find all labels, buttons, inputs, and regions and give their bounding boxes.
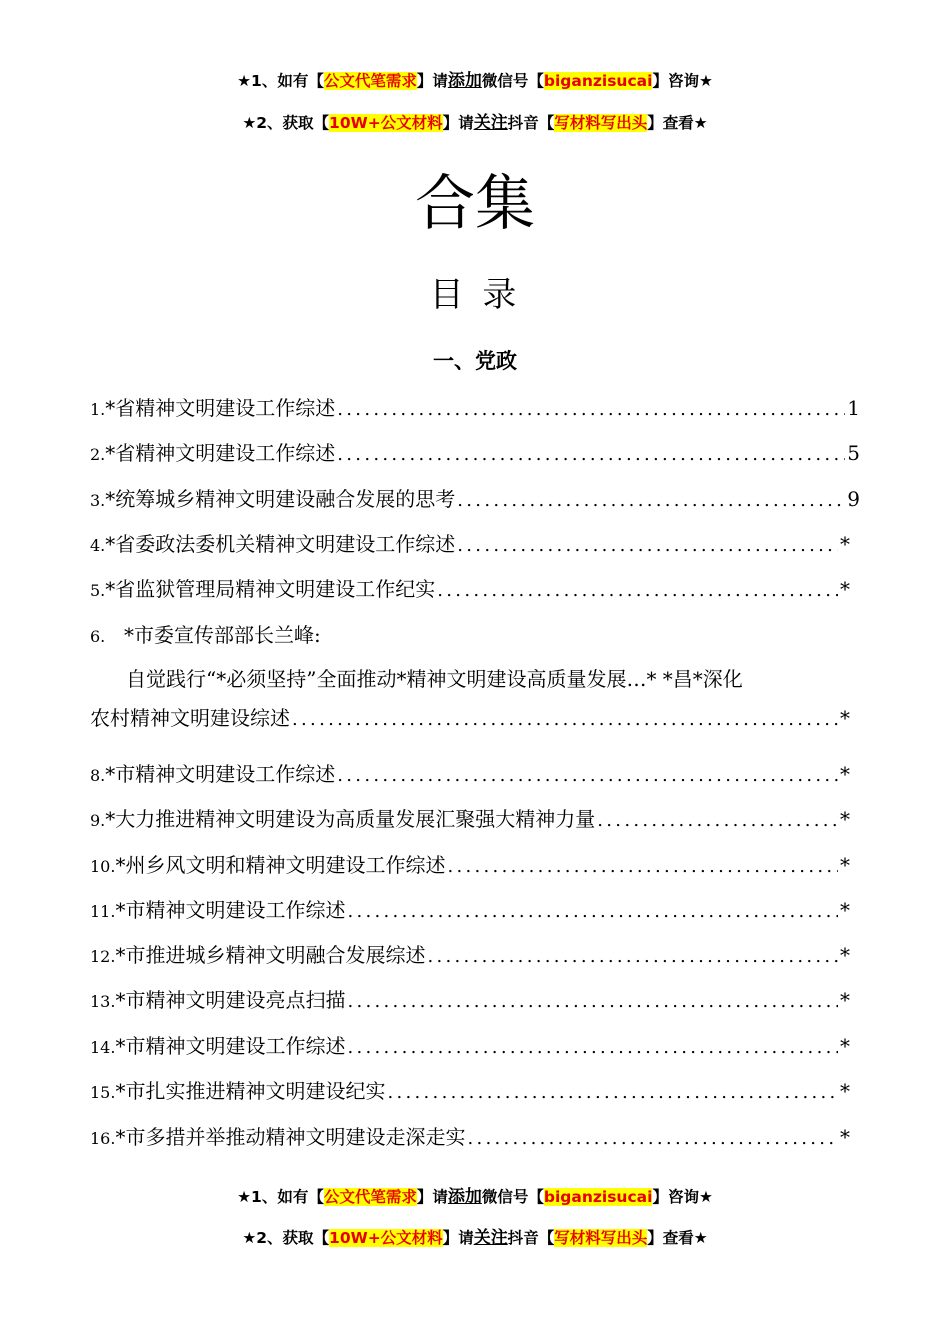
section-heading: 一、党政	[433, 349, 517, 373]
toc-leader-dots	[447, 852, 838, 880]
toc-entry[interactable]	[90, 895, 850, 925]
banner-highlight: 写材料写出头	[554, 114, 648, 132]
toc-entry-title: 农村精神文明建设综述	[90, 706, 290, 730]
banner-text: 微信号【	[481, 1188, 544, 1206]
toc-entry-title: *省精神文明建设工作综述	[105, 396, 336, 420]
toc-entry-page: *	[840, 807, 850, 831]
toc-entry[interactable]	[90, 985, 850, 1015]
toc-entry-page: *	[840, 577, 850, 601]
document-title: 合集	[415, 169, 535, 239]
toc-entry-page: *	[840, 988, 850, 1012]
banner-text: 抖音【	[507, 1229, 555, 1247]
toc-entry-title: *市委宣传部部长兰峰:	[124, 623, 321, 647]
banner-text: 】请	[416, 72, 448, 90]
toc-entry-number: 5.	[90, 581, 106, 600]
banner-text: 】查看★	[647, 114, 708, 132]
toc-entry[interactable]	[90, 804, 850, 834]
toc-entry[interactable]	[90, 850, 850, 880]
toc-entry-page: *	[840, 1125, 850, 1149]
banner-text: 抖音【	[507, 114, 555, 132]
toc-leader-dots	[337, 395, 845, 423]
banner-text: 】查看★	[647, 1229, 708, 1247]
toc-entry-number: 2.	[90, 445, 106, 464]
banner-text: 】请	[416, 1188, 448, 1206]
promo-banner-line-1	[0, 69, 950, 93]
toc-entry-title: *省精神文明建设工作综述	[105, 441, 336, 465]
toc-entry-number: 8.	[90, 766, 106, 785]
banner-underline: 添加	[447, 1187, 482, 1207]
toc-entry[interactable]	[90, 438, 860, 468]
toc-entry-title: *统筹城乡精神文明建设融合发展的思考	[105, 487, 456, 511]
banner-highlight: biganzisucai	[543, 72, 653, 90]
toc-entry-title: *市精神文明建设工作综述	[115, 898, 346, 922]
toc-entry-number: 16.	[90, 1129, 116, 1148]
toc-entry-title: *市精神文明建设工作综述	[115, 1034, 346, 1058]
toc-entry-page: *	[840, 1034, 850, 1058]
toc-entry-title: *市多措并举推动精神文明建设走深走实	[115, 1125, 466, 1149]
toc-entry-number: 4.	[90, 536, 106, 555]
toc-leader-dots	[337, 761, 838, 789]
banner-underline: 关注	[473, 1228, 508, 1248]
toc-entry-number: 3.	[90, 491, 106, 510]
toc-entry-wrapped-line[interactable]	[90, 660, 858, 698]
toc-leader-dots	[347, 897, 838, 925]
toc-entry-number: 14.	[90, 1038, 116, 1057]
toc-leader-dots	[467, 1124, 838, 1152]
toc-leader-dots	[292, 705, 838, 733]
toc-entry-page: 9	[847, 487, 860, 511]
toc-entry[interactable]	[90, 940, 850, 970]
toc-entry[interactable]	[90, 393, 860, 423]
toc-entry-number: 1.	[90, 400, 106, 419]
toc-entry-title: *市精神文明建设亮点扫描	[115, 988, 346, 1012]
toc-entry-wrapped-continuation[interactable]	[90, 703, 850, 733]
toc-leader-dots	[437, 576, 838, 604]
promo-banner-line-2-bottom	[0, 1226, 950, 1250]
banner-text: 】请	[442, 1229, 474, 1247]
toc-entry-title: *省监狱管理局精神文明建设工作纪实	[105, 577, 436, 601]
banner-highlight: 10W+公文材料	[329, 114, 443, 132]
toc-entry-page: *	[840, 898, 850, 922]
banner-text: ★1、如有【	[237, 72, 324, 90]
toc-leader-dots	[457, 531, 838, 559]
toc-entry[interactable]	[90, 759, 850, 789]
toc-heading: 目 录	[429, 275, 521, 315]
toc-entry-title: *市扎实推进精神文明建设纪实	[115, 1079, 386, 1103]
banner-text: 】请	[442, 114, 474, 132]
toc-entry-title: *省委政法委机关精神文明建设工作综述	[105, 532, 456, 556]
toc-entry-title: *市精神文明建设工作综述	[105, 762, 336, 786]
toc-entry-number: 11.	[90, 902, 116, 921]
banner-text: ★2、获取【	[242, 114, 330, 132]
banner-highlight: 公文代笔需求	[323, 72, 417, 90]
toc-entry[interactable]	[90, 484, 860, 514]
toc-entry[interactable]	[90, 1122, 850, 1152]
promo-banner-line-1-bottom	[0, 1185, 950, 1209]
toc-entry-page: 1	[847, 396, 860, 420]
toc-entry-number: 12.	[90, 947, 116, 966]
toc-entry-number: 15.	[90, 1083, 116, 1102]
banner-highlight: 写材料写出头	[554, 1229, 648, 1247]
toc-leader-dots	[457, 486, 845, 514]
toc-entry-page: *	[840, 706, 850, 730]
banner-underline: 添加	[447, 71, 482, 91]
banner-text: ★1、如有【	[237, 1188, 324, 1206]
banner-text: ★2、获取【	[242, 1229, 330, 1247]
toc-leader-dots	[337, 440, 845, 468]
banner-underline: 关注	[473, 113, 508, 133]
toc-entry-number: 13.	[90, 992, 116, 1011]
toc-entry[interactable]	[90, 1031, 850, 1061]
toc-entry-title: *市推进城乡精神文明融合发展综述	[115, 943, 426, 967]
toc-entry-page: *	[840, 853, 850, 877]
toc-leader-dots	[347, 1033, 838, 1061]
promo-banner-line-2	[0, 111, 950, 135]
toc-leader-dots	[387, 1078, 838, 1106]
toc-entry-page: *	[840, 532, 850, 556]
toc-entry[interactable]	[90, 1076, 850, 1106]
toc-entry[interactable]	[90, 574, 850, 604]
toc-entry-number: 6.	[90, 627, 106, 646]
banner-text: 微信号【	[481, 72, 544, 90]
banner-highlight: 10W+公文材料	[329, 1229, 443, 1247]
toc-entry-title: 自觉践行“*必须坚持”全面推动*精神文明建设高质量发展…* *昌*深化	[126, 667, 743, 691]
toc-entry[interactable]	[90, 620, 850, 650]
toc-entry-page: *	[840, 762, 850, 786]
toc-entry-title: *州乡风文明和精神文明建设工作综述	[115, 853, 446, 877]
toc-leader-dots	[427, 942, 838, 970]
banner-text: 】咨询★	[652, 1188, 713, 1206]
toc-leader-dots	[597, 806, 838, 834]
banner-text: 】咨询★	[652, 72, 713, 90]
toc-entry-page: *	[840, 943, 850, 967]
toc-entry-page: *	[840, 1079, 850, 1103]
banner-highlight: biganzisucai	[543, 1188, 653, 1206]
toc-entry[interactable]	[90, 529, 850, 559]
toc-entry-number: 10.	[90, 857, 116, 876]
toc-entry-page: 5	[847, 441, 860, 465]
toc-leader-dots	[347, 987, 838, 1015]
banner-highlight: 公文代笔需求	[323, 1188, 417, 1206]
toc-entry-title: *大力推进精神文明建设为高质量发展汇聚强大精神力量	[105, 807, 596, 831]
toc-entry-number: 9.	[90, 811, 106, 830]
